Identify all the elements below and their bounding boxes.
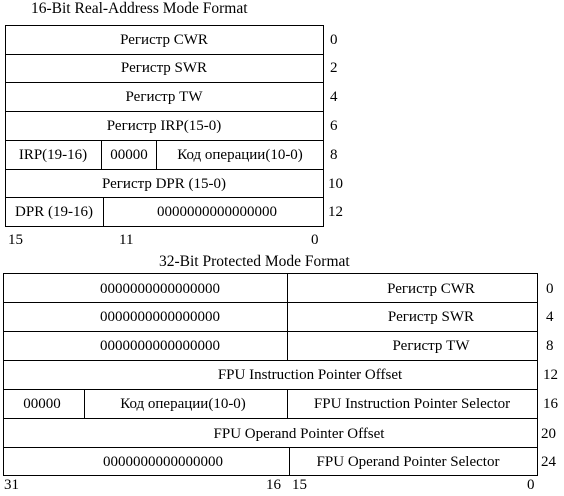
real-offset: 12 <box>328 204 343 220</box>
real-cell-cwr: Регистр CWR <box>120 32 208 48</box>
real-row-divider <box>5 140 324 141</box>
prot-offset: 12 <box>543 367 558 383</box>
prot-cell-zero-16: 0000000000000000 <box>100 281 220 297</box>
real-cell-irp-high: IRP(19-16) <box>18 147 88 163</box>
real-mode-title: 16-Bit Real-Address Mode Format <box>31 0 248 17</box>
real-col-divider <box>101 140 102 169</box>
real-row-divider <box>5 197 324 198</box>
prot-offset: 0 <box>546 281 554 297</box>
prot-row-divider <box>3 360 538 361</box>
real-cell-tw: Регистр TW <box>125 89 203 105</box>
real-bit-label: 11 <box>119 232 134 248</box>
prot-cell-tw: Регистр TW <box>392 338 470 354</box>
prot-cell-ip-selector: FPU Instruction Pointer Selector <box>313 396 511 412</box>
prot-cell-zero-16: 0000000000000000 <box>100 309 220 325</box>
prot-cell-opcode: Код операции(10-0) <box>120 396 246 412</box>
real-offset: 0 <box>330 32 338 48</box>
prot-col-divider <box>287 273 288 360</box>
real-row-divider <box>5 111 324 112</box>
prot-bit-label: 16 <box>266 477 281 493</box>
prot-offset: 16 <box>543 396 558 412</box>
real-offset: 8 <box>330 147 338 163</box>
real-cell-swr: Регистр SWR <box>120 60 208 76</box>
real-cell-zero-16: 0000000000000000 <box>157 204 277 220</box>
real-cell-dpr-low: Регистр DPR (15-0) <box>101 176 227 192</box>
prot-row-divider <box>3 302 538 303</box>
prot-cell-ip-offset: FPU Instruction Pointer Offset <box>217 367 403 383</box>
real-cell-dpr-high: DPR (19-16) <box>15 204 93 220</box>
real-col-divider <box>103 197 104 227</box>
real-offset: 6 <box>330 118 338 134</box>
protected-mode-title: 32-Bit Protected Mode Format <box>159 253 350 270</box>
prot-cell-op-selector: FPU Operand Pointer Selector <box>316 454 500 470</box>
prot-cell-cwr: Регистр CWR <box>387 281 475 297</box>
real-offset: 10 <box>328 176 343 192</box>
prot-row-divider <box>3 447 538 448</box>
prot-offset: 24 <box>541 454 556 470</box>
prot-cell-zero-16: 0000000000000000 <box>103 454 223 470</box>
prot-offset: 20 <box>541 426 556 442</box>
prot-row-divider <box>3 331 538 332</box>
prot-bit-label: 15 <box>292 477 307 493</box>
real-offset: 2 <box>330 60 338 76</box>
prot-col-divider <box>84 389 85 418</box>
prot-cell-op-offset: FPU Operand Pointer Offset <box>213 426 385 442</box>
real-offset: 4 <box>330 89 338 105</box>
prot-row-divider <box>3 418 538 419</box>
prot-offset: 4 <box>546 309 554 325</box>
real-col-divider <box>156 140 157 169</box>
real-row-divider <box>5 54 324 55</box>
real-row-divider <box>5 82 324 83</box>
prot-col-divider <box>287 389 288 418</box>
prot-cell-swr: Регистр SWR <box>387 309 475 325</box>
real-row-divider <box>5 169 324 170</box>
real-cell-opcode: Код операции(10-0) <box>177 147 303 163</box>
prot-bit-label: 0 <box>527 477 535 493</box>
prot-col-divider <box>289 447 290 476</box>
real-cell-zero-5: 00000 <box>110 147 148 163</box>
prot-cell-zero-16: 0000000000000000 <box>100 338 220 354</box>
prot-offset: 8 <box>546 338 554 354</box>
real-bit-label: 0 <box>311 232 319 248</box>
real-bit-label: 15 <box>8 232 23 248</box>
real-cell-irp-low: Регистр IRP(15-0) <box>106 118 222 134</box>
prot-cell-zero-5: 00000 <box>23 396 61 412</box>
prot-bit-label: 31 <box>4 477 19 493</box>
